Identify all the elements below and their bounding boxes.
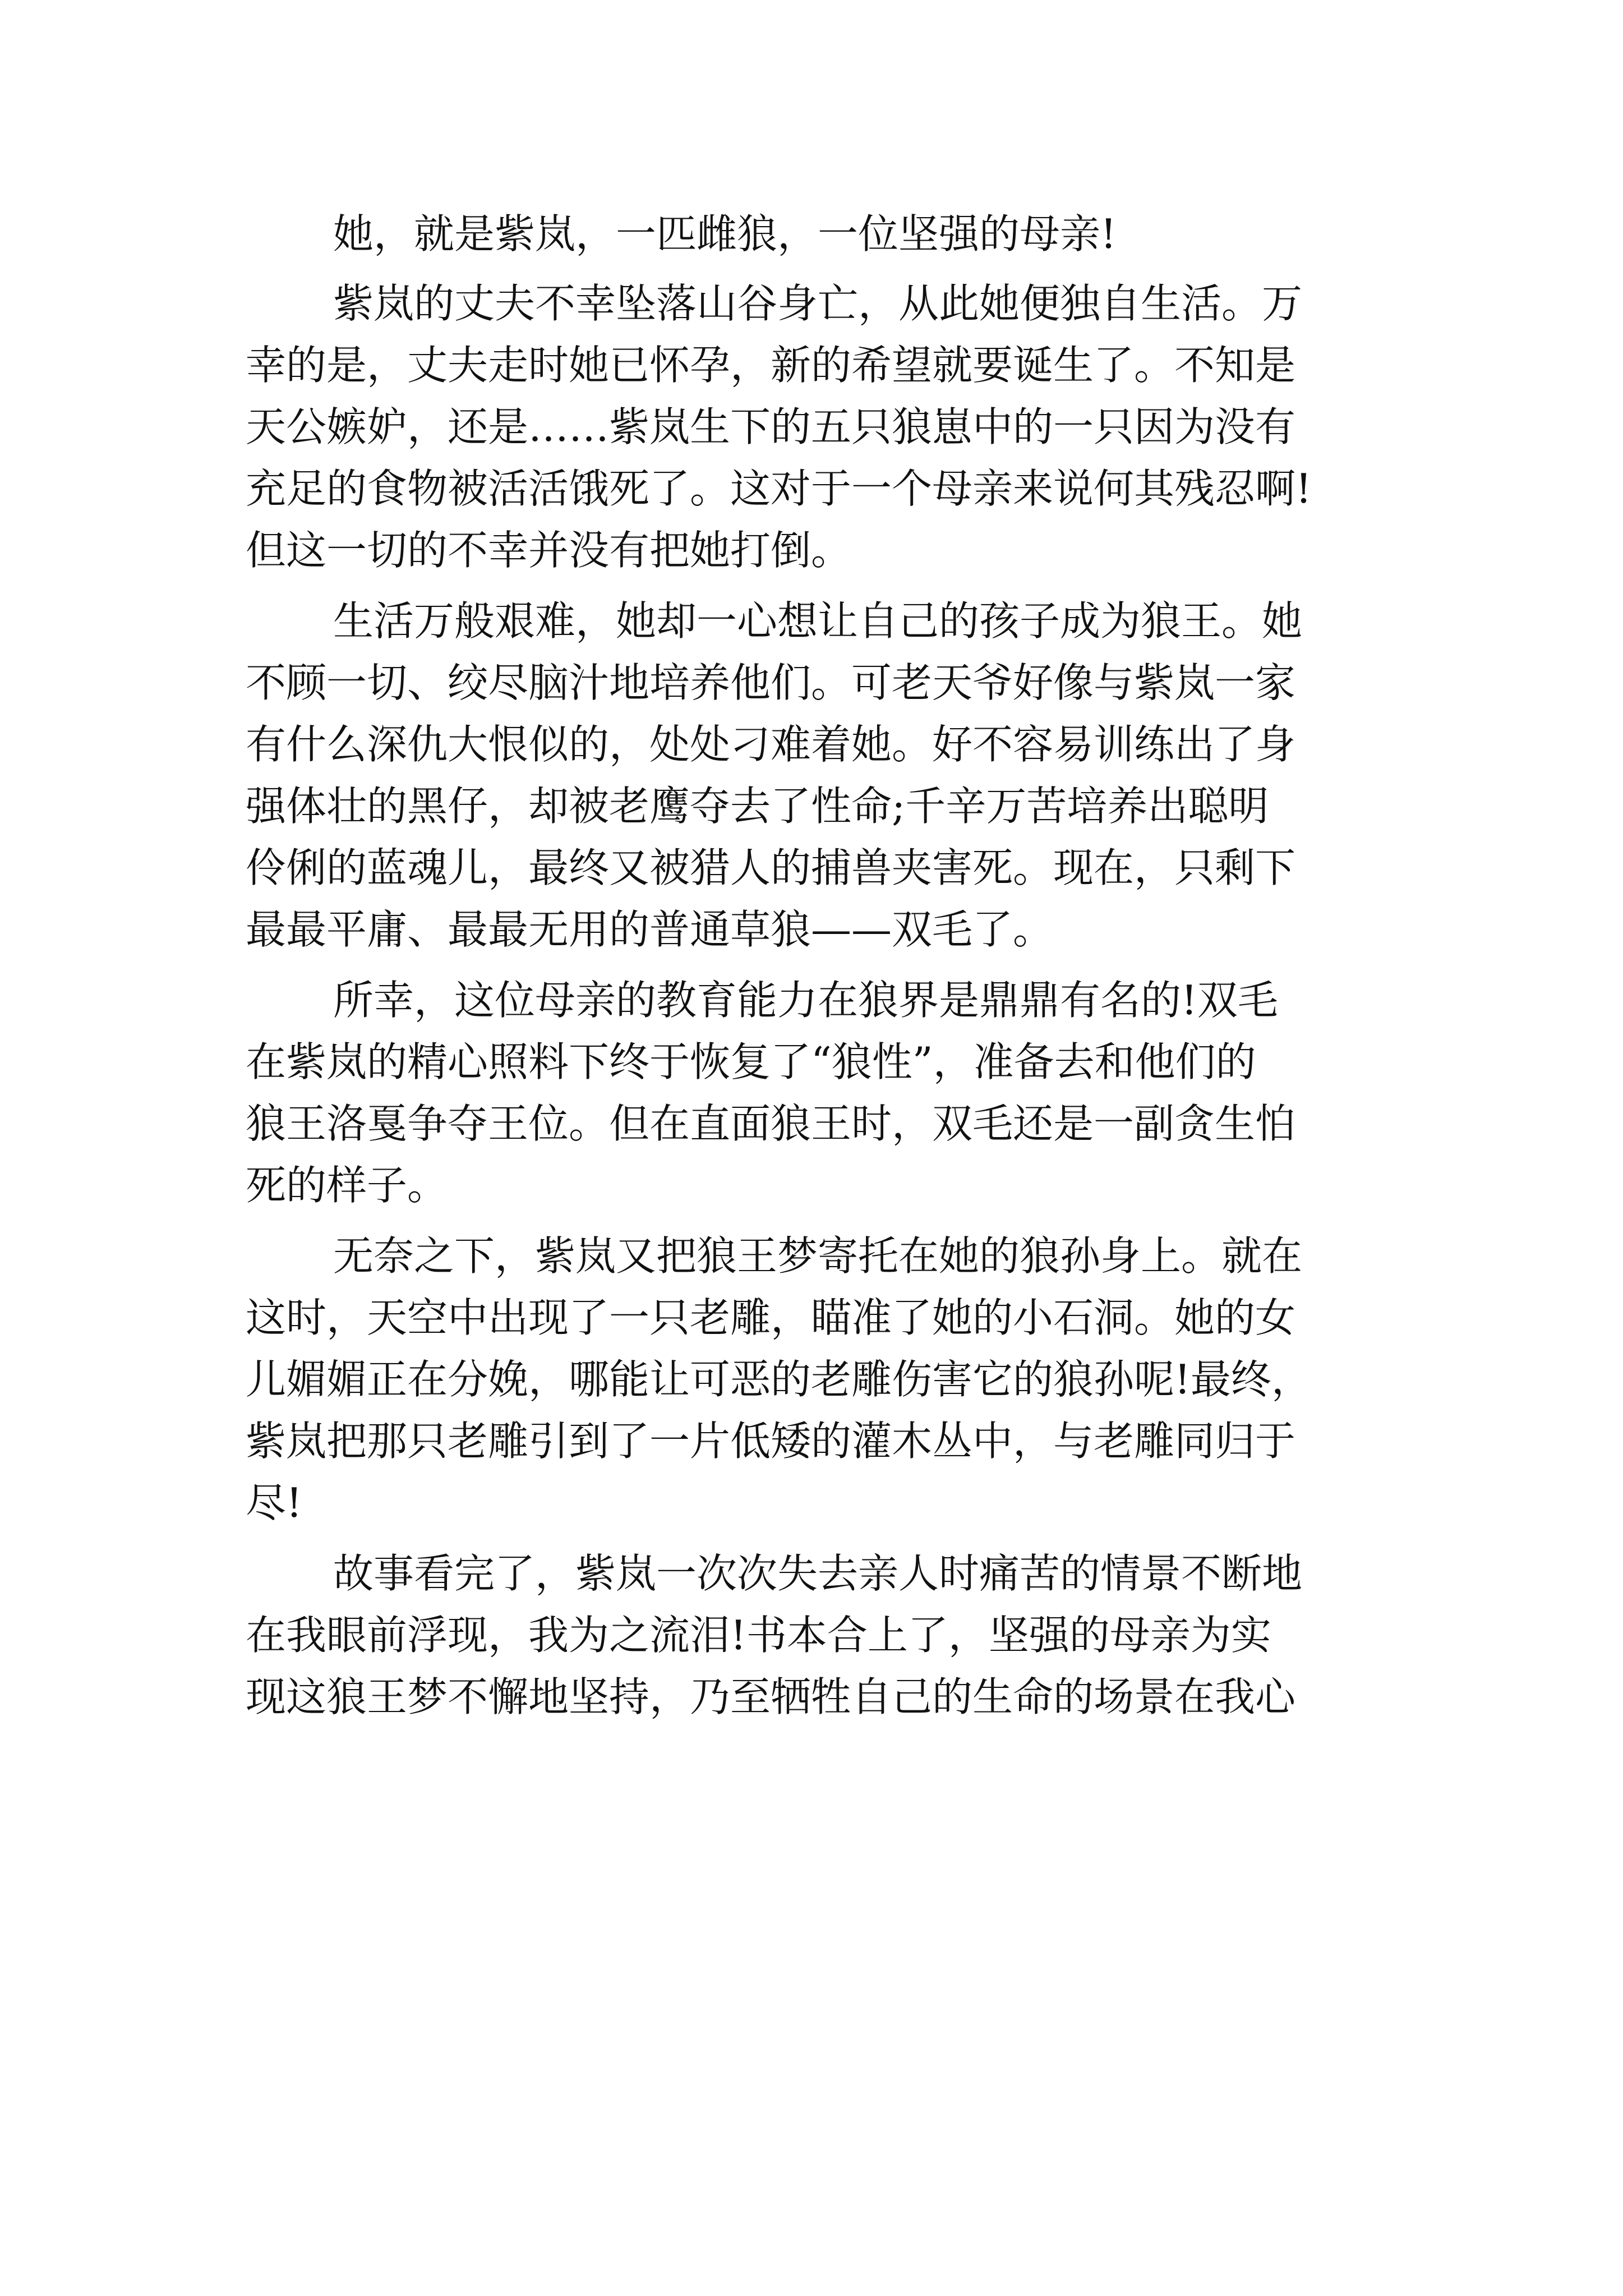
text-line: 不顾一切、绞尽脑汁地培养他们。可老天爷好像与紫岚一家 (246, 659, 1296, 706)
text-line: 幸的是，丈夫走时她已怀孕，新的希望就要诞生了。不知是 (246, 342, 1296, 389)
text-line: 在紫岚的精心照料下终于恢复了“狼性”，准备去和他们的 (246, 1038, 1256, 1085)
text-line: 死的样子。 (246, 1162, 448, 1209)
text-line: 生活万般艰难，她却一心想让自己的孩子成为狼王。她 (333, 597, 1303, 645)
text-line: 伶俐的蓝魂儿，最终又被猎人的捕兽夹害死。现在，只剩下 (246, 844, 1296, 891)
text-line: 但这一切的不幸并没有把她打倒。 (246, 527, 852, 574)
text-line: 现这狼王梦不懈地坚持，乃至牺牲自己的生命的场景在我心 (246, 1673, 1296, 1720)
text-line: 尽! (246, 1479, 302, 1526)
text-line: 无奈之下，紫岚又把狼王梦寄托在她的狼孙身上。就在 (333, 1232, 1303, 1280)
text-line: 这时，天空中出现了一只老雕，瞄准了她的小石洞。她的女 (246, 1294, 1296, 1341)
text-line: 最最平庸、最最无用的普通草狼——双毛了。 (246, 906, 1054, 953)
text-line: 紫岚把那只老雕引到了一片低矮的灌木丛中，与老雕同归于 (246, 1418, 1296, 1465)
text-line: 儿媚媚正在分娩，哪能让可恶的老雕伤害它的狼孙呢!最终， (246, 1356, 1312, 1403)
text-line: 有什么深仇大恨似的，处处刁难着她。好不容易训练出了身 (246, 721, 1296, 768)
text-line: 故事看完了，紫岚一次次失去亲人时痛苦的情景不断地 (333, 1550, 1303, 1597)
text-line: 在我眼前浮现，我为之流泪!书本合上了，坚强的母亲为实 (246, 1612, 1271, 1659)
text-line: 紫岚的丈夫不幸坠落山谷身亡，从此她便独自生活。万 (333, 280, 1303, 327)
text-line: 她，就是紫岚，一匹雌狼，一位坚强的母亲! (333, 210, 1117, 257)
text-line: 所幸，这位母亲的教育能力在狼界是鼎鼎有名的!双毛 (333, 977, 1278, 1024)
text-line: 充足的食物被活活饿死了。这对于一个母亲来说何其残忍啊! (246, 465, 1312, 512)
text-line: 狼王洛戛争夺王位。但在直面狼王时，双毛还是一副贪生怕 (246, 1100, 1296, 1147)
text-line: 强体壮的黑仔，却被老鹰夺去了性命;千辛万苦培养出聪明 (246, 783, 1269, 830)
text-line: 天公嫉妒，还是……紫岚生下的五只狼崽中的一只因为没有 (246, 403, 1296, 450)
